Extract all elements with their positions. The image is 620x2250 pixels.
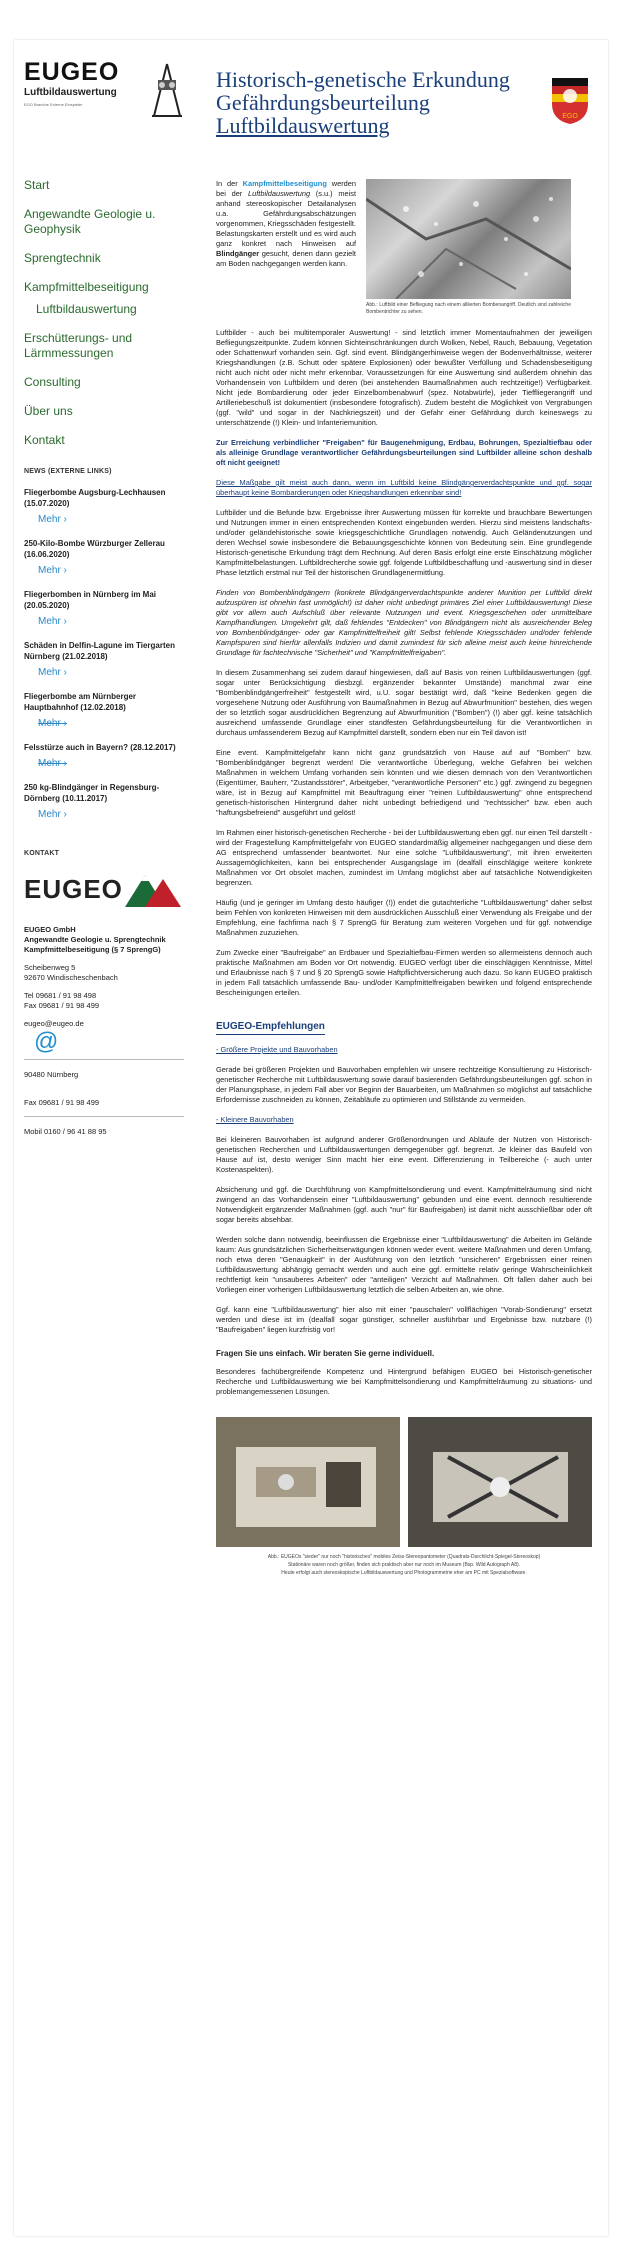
brand-logo[interactable] (24, 58, 184, 134)
contact-block (24, 869, 184, 1137)
photo-caption-line-1: Abb.: EUGEOs "sieder" nur noch "historisches" mobiles Zeiss-Stereopantometer (Quadrats-Durchlicht-Spiegel-Stereoskop) (267, 1554, 541, 1560)
nav-kontakt[interactable]: Kontakt (24, 433, 65, 447)
page-title-line-3: Luftbildauswertung (216, 113, 390, 138)
paragraph: Bei kleineren Bauvorhaben ist aufgrund anderer Größenordnungen und Abläufe der Nutzen von Historisch-genetischen Recherchen und Luftbildauswertungen demgegenüber ggf. begrenzt. Je kleiner das Baufeld von Hause auf ist, desto weniger Sinn macht hier eine event. Differenzierung in Teilbereiche (- auch unter Kostenaspekten). (216, 1135, 592, 1174)
main-nav (24, 178, 184, 448)
stereoscope-photo-2[interactable] (408, 1417, 592, 1547)
page-title (216, 68, 536, 137)
link-kampfmittelbeseitigung[interactable]: Kampfmittelbeseitigung (242, 179, 327, 188)
photo-caption (216, 1553, 592, 1577)
divider (24, 1059, 184, 1060)
aerial-photo-pattern (366, 179, 571, 299)
news-title: Schäden in Delfin-Lagune im Tiergarten Nürnberg (21.02.2018) (24, 641, 175, 661)
email-at-icon[interactable]: @ (34, 1028, 59, 1055)
news-more-link[interactable]: Mehr › (38, 809, 67, 820)
paragraph: Werden solche dann notwendig, beeinflussen die Ergebnisse einer "Luftbildauswertung" die Arbeiten im Gelände kaum: Aus grundsätzlichen Sicherheitserwägungen können weder event. weitere Maßnahmen und deren Umfang, noch etwa deren "Genauigkeit" in der Ausführung von den letztlich "unsicheren" Ergebnissen einer reinen Luftbildauswertung abhängig gemacht werden und auch eine ggf. ermittelte relativ geringe Wahrscheinlichkeit rechtfertigt kein "unsauberes Arbeiten" oder "anteiligen" Verzicht auf Maßnahmen. Oft fallen daher auch bei Vorliegen einer vorherigen Luftbildauswertung letztlich die selben Arbeiten an, wie ohne. (216, 1235, 592, 1294)
contact-tel[interactable]: Tel 09681 / 91 98 498 (24, 991, 97, 1000)
contact-email[interactable]: eugeo@eugeo.de (24, 1019, 84, 1028)
paragraph: Luftbilder - auch bei multitemporaler Auswertung! - sind letztlich immer Momentaufnahmen der jeweiligen Befliegungszeitpunkte. Zudem können Sichteinschränkungen durch Wolken, Nebel, Rauch, Bebauung, Vegetation oder Schattenwurf vorhanden sein. Ggf. sind event. Blindgängerhinweise wegen der Bodenverhältnisse, weiterer Kriegshandlungen (z.B. Schutt oder spätere Explosionen) oder bewußter Verfüllung und Schadensbeseitigung nicht auch nicht oder nicht mehr erkennbar. Voraussetzungen für eine Auswertung sind außerdem ohnehin das Vorhandensein von Luftbildern und deren (bei anstehenden Baumaßnahmen auch rechtzeitige!) Verfügbarkeit. Nicht jede Bombardierung oder jeder Einzelbombenabwurf (spez. Notabwürfe), jeder Tieffliegerangriff und Artilleriebeschuß ist dokumentiert (insbesondere fotografisch). Zudem besteht die Möglichkeit von Vergrabungen (ggf. "wild" und sogar in der Nachkriegszeit) und der Gefahr einer Gefährdung durch keineswegs zu unterschätzende (!) Klein- und Infanteriemunition. (216, 328, 592, 427)
contact-fax: Fax 09681 / 91 98 499 (24, 1001, 100, 1010)
stereoscope-photo-1[interactable] (216, 1417, 400, 1547)
paragraph: Gerade bei größeren Projekten und Bauvorhaben empfehlen wir unsere rechtzeitige Konsultierung zu Historisch-genetischer Recherche mit Luftbildauswertung sowie darauf basierenden Gefährdungsbeurteilungen ggf. schon in der Planungsphase, in jedem Fall aber vor Beginn der Bauarbeiten, um Maßnahmen so möglichst auf tatsächliche Erfordernisse zuschneiden zu können, Zeitabläufe zu optimieren und Stillstände zu vermeiden. (216, 1065, 592, 1104)
paragraph: Luftbilder und die Befunde bzw. Ergebnisse ihrer Auswertung müssen für korrekte und brauchbare Bewertungen und Nutzungen immer in einen entsprechenden Kontext eingebunden werden. Hierzu sind meistens landschafts- und/oder geländehistorische sowie kriegsgeschichtliche Grundlagen notwendig. Auch Geländenutzungen und deren Wechsel sowie insbesondere die Bebauungsgeschichte können von Bedeutung sein. Eine grundlegende Historisch-genetische Erkundung trägt dem Rechnung. Auf deren Basis erfolgt eine erste Einschätzung möglicher Kampfmittelbelastungen. Luftbildrecherche sowie ggf. folgende Luftbildbeschaffung und -auswertung sind in dieser Phase letztlich erstmal nur Teil der historischen Grundlagenermittlung. (216, 508, 592, 577)
paragraph: Absicherung und ggf. die Durchführung von Kampfmittelsondierung und event. Kampfmittelräumung sind nicht zwingend an das Vorhandensein einer "Luftbildauswertung" gebunden und eine event. dennoch resultierende Notwendigkeit ergänzender Maßnahmen (ggf. auch "nur" für Baufreigaben) ist damit nicht ausschließbar oder oft sogar bereits absehbar. (216, 1185, 592, 1224)
paragraph: In diesem Zusammenhang sei zudem darauf hingewiesen, daß auf Basis von reinen Luftbildauswertungen (ggf. sogar unter Berücksichtigung diesbzgl. ergänzender bekannter Umstände) manchmal zwar eine "Bombenblindgängerfreiheit" festgestellt wird, u.U. sogar bestätigt wird, daß "keine Bedenken gegen die vorgesehene Nutzung oder Ausführung von Baumaßnahmen in Bezug auf Abwurfmunition" bestehen, dies wegen der so letztlich sogar ausdrücklichen Begrenzung auf Abwurfmunition ("Bomben") (!) aber ggf. keine tatsächlich ausreichend umfassende Grundlage einer standfesten Gefährdungsbeurteilung für die Verantwortlichen in durchaus umfassenderem Bezug auf Kampfmittel darstellt, sondern eben nur ein Teil davon ist! (216, 668, 592, 737)
news-item (24, 589, 184, 627)
paragraph: Im Rahmen einer historisch-genetischen Recherche - bei der Luftbildauswertung eben ggf. nur einen Teil darstellt - wird der Fragestellung Kampfmittelgefahr von EUGEO standardmäßig allgemeiner nachgegangen und diese dem AG entsprechend umfassender beantwortet. Nur eine solche "Luftbildauswertung", mit ihren erweiterten Aussagemöglichkeiten, kann bei entsprechender Ausgangslage im (dealfall einschlägige weitere konkrete Maßnahmen vor Ort obsolet machen, zumindest im Umfang möglichst aber auf tatsächliche Notwendigkeiten begrenzen. (216, 828, 592, 887)
page-title-line-1: Historisch-genetische Erkundung (216, 67, 510, 92)
paragraph: Ggf. kann eine "Luftbildauswertung" hier also mit einer "pauschalen" vollflächigen "Vorab-Sondierung" ersetzt werden und diese ist im (dealfall sogar günstiger, schneller ausführbar und Ergebnisse bzw. nutzbare (!) "Baufreigaben" liegen kurzfristig vor! (216, 1305, 592, 1334)
main-content (216, 68, 592, 1577)
article-body (216, 179, 592, 1577)
nav-consulting[interactable]: Consulting (24, 375, 81, 389)
photo-caption-line-3: Heute erfolgt auch stereoskopische Luftbildauswertung und Photogrammetrie eher am PC mit Spezialsoftware. (281, 1570, 527, 1576)
news-title: 250 kg-Blindgänger in Regensburg-Dörnberg (10.11.2017) (24, 783, 160, 803)
cta-heading: Fragen Sie uns einfach. Wir beraten Sie gerne individuell. (216, 1349, 435, 1358)
brand-tagline: EGO Branche Externe Einspieler (24, 102, 83, 107)
news-heading: NEWS (EXTERNE LINKS) (24, 468, 112, 475)
paragraph: Finden von Bombenblindgängern (konkrete Blindgängerverdachtspunkte anderer Munition per Luftbild direkt aufzuspüren ist ohnehin fast unmöglich!) ist daher nicht unbedingt primäres Ziel einer Luftbildauswertung! Diese gibt vor allem auch Aufschluß über relevante Nutzungen und event. Kriegsgeschehen oder unmittelbare Kampfhandlungen. Umgekehrt gilt, daß fehlendes "Entdecken" von Blindgängern nicht als ausreichender Beleg von Bombenblindgänger- oder gar Kampfmittelfreiheit gilt! Selbst fehlende Kriegsschäden und/oder fehlende Kampfspuren sind hierfür allenfalls Indizien und damit zumindest für sich alleine meist auch keine hinreichende Grundlage für fachtechnische "Sicherheit" und "Kampfmittelfreigaben". (216, 588, 592, 657)
aerial-caption: Abb.: Luftbild einer Befliegung nach einem alliierten Bombenangriff. Deutlich sind zahlreiche Bombentrichter zu sehen. (366, 302, 571, 315)
news-title: Felsstürze auch in Bayern? (28.12.2017) (24, 743, 176, 752)
contact-city-2: 90480 Nürnberg (24, 1070, 79, 1079)
photo-row (216, 1417, 592, 1547)
stereoscope-photo-1-art (216, 1417, 400, 1547)
news-title: Fliegerbomben in Nürnberg im Mai (20.05.2020) (24, 590, 157, 610)
news-item (24, 742, 184, 769)
news-title: Fliegerbombe am Nürnberger Hauptbahnhof (12.02.2018) (24, 692, 137, 712)
page-title-line-2: Gefährdungsbeurteilung (216, 90, 430, 115)
intro-section (216, 179, 592, 316)
news-more-link[interactable]: Mehr › (38, 616, 67, 627)
paragraph: Häufig (und je geringer im Umfang desto häufiger (!)) endet die gutachterliche "Luftbildauswertung" daher selbst beim Fehlen von konkreten Hinweisen mit dem ausdrücklichen Ausschluß einer Verwendung als Freigabe und der Empfehlung, eine fachfirma nach § 7 SprengG für Beratung zum weiteren Vorgehen und für ggf. notwendige Maßnahmen zuzuziehen. (216, 898, 592, 937)
news-title: 250-Kilo-Bombe Würzburger Zellerau (16.06.2020) (24, 539, 165, 559)
paragraph: Zum Zwecke einer "Baufreigabe" an Erdbauer und Spezialtiefbau-Firmen werden so allermeistens dennoch auch praktische Maßnahmen am Boden vor Ort notwendig. EUGEO verfügt über die einschlägigen Kenntnisse, Mittel und Erlaubnisse nach § 7 und § 20 SprengG sowie Haftpflichtversicherung auch dazu. So kann EUGEO praktisch in jedem Fall tatsächlich umfassende Bau- und/oder Kampfmittelfreigaben bewirken und folgend entsprechende Bescheinigungen erteilen. (216, 948, 592, 997)
news-more-link[interactable]: Mehr › (38, 514, 67, 525)
contact-fax-2: Fax 09681 / 91 98 499 (24, 1098, 100, 1107)
news-list (24, 487, 184, 820)
news-more-link[interactable]: Mehr › (38, 758, 67, 769)
highlight-paragraph: Zur Erreichung verbindlicher "Freigaben" für Baugenehmigung, Erdbau, Bohrungen, Spezialtiefbau oder als alleinige Grundlage verantwortlicher Gefährdungsbeurteilungen sind Luftbilder alleine schon deshalb oft nicht geeignet! (216, 438, 592, 467)
contact-logo (24, 869, 184, 909)
photo-caption-line-2: Stationäre waren noch größer, finden sich praktisch aber nur noch im Museum (Bsp. Wild Autograph A8). (287, 1562, 521, 1568)
nav-geologie[interactable]: Angewandte Geologie u. Geophysik (24, 207, 156, 236)
stereoscope-photo-2-art (408, 1417, 592, 1547)
section-heading: EUGEO-Empfehlungen (216, 1022, 325, 1035)
contact-mobil[interactable]: Mobil 0160 / 96 41 88 95 (24, 1127, 107, 1136)
brand-name: EUGEO (24, 58, 120, 86)
contact-desc-1: Angewandte Geologie u. Sprengtechnik (24, 935, 166, 944)
contact-street: Scheibenweg 5 (24, 963, 76, 972)
contact-desc-2: Kampfmittelbeseitigung (§ 7 SprengG) (24, 945, 161, 954)
contact-logo-text: EUGEO (24, 874, 123, 904)
crest-icon (548, 74, 592, 126)
mountain-logo-icon (123, 869, 183, 909)
paragraph: Besonderes fachübergreifende Kompetenz und Hintergrund befähigen EUGEO bei Historisch-genetischer Recherche und Luftbildauswertung wie bei Kampfmittelsondierung und Kampfmittelräumung zu situations- und problemangemessenen Lösungen. (216, 1367, 592, 1396)
news-more-link[interactable]: Mehr › (38, 718, 67, 729)
nav-sprengtechnik[interactable]: Sprengtechnik (24, 251, 101, 265)
news-item (24, 538, 184, 576)
news-item (24, 691, 184, 729)
brand-subtitle: Luftbildauswertung (24, 87, 117, 98)
contact-city: 92670 Windischeschenbach (24, 973, 118, 982)
nav-erschuetterung[interactable]: Erschütterungs- und Lärmmessungen (24, 331, 133, 360)
nav-ueber-uns[interactable]: Über uns (24, 404, 73, 418)
news-title: Fliegerbombe Augsburg-Lechhausen (15.07.2020) (24, 488, 166, 508)
divider (24, 1116, 184, 1117)
aerial-figure (366, 179, 571, 316)
news-more-link[interactable]: Mehr › (38, 667, 67, 678)
nav-kampfmittelbeseitigung[interactable]: Kampfmittelbeseitigung (24, 280, 149, 294)
nav-luftbildauswertung[interactable]: Luftbildauswertung (36, 302, 137, 316)
subheading: - Kleinere Bauvorhaben (216, 1115, 294, 1124)
news-item (24, 487, 184, 525)
stereoscope-icon (150, 60, 184, 120)
news-more-link[interactable]: Mehr › (38, 565, 67, 576)
nav-start[interactable]: Start (24, 178, 50, 192)
paragraph: Eine event. Kampfmittelgefahr kann nicht ganz grundsätzlich von Hause auf auf "Bomben" bzw. "Bombenblindgänger begrenzt werden! Die verantwortliche Überlegung, welche Gefahren bei welchen Maßnahmen in welchem Umfang vorhanden sein könnten und wie diesen demnach von den Verantwortlichen (Eigentümer, Bauherr, "Zustandsstörer", Arbeitgeber, "verantwortliche Personen" etc.) ggf. zwingend zu begegnen wäre, ist in Bezug auf Kampfmittel mit Beauftragung einer "reinen Luftbildauswertung" ohne entsprechend genetisch-historischen Hintergrund daher nicht unbedingt befriedigend und "rechtssicher" bzw. eben auch "haftungsbefreiend" ausgeführt und gelöst! (216, 748, 592, 817)
contact-heading: KONTAKT (24, 850, 60, 857)
crest-text: EGO (562, 113, 578, 120)
contact-company: EUGEO GmbH (24, 925, 76, 934)
news-item (24, 782, 184, 820)
subheading: - Größere Projekte und Bauvorhaben (216, 1045, 338, 1054)
news-item (24, 640, 184, 678)
intro-text: In der Kampfmittelbeseitigung werden bei der Luftbildauswertung (s.u.) meist anhand stereoskopischer Detailanalysen u.a. Gefährdungsabschätzungen vorgenommen, Kriegsschäden festgestellt. Belastungskarten erstellt und es wird auch ganz konkret nach Hinweisen auf Blindgänger gesucht, denen dann gezielt am Boden nachgegangen werden kann. (216, 179, 357, 268)
highlight-paragraph: Diese Maßgabe gilt meist auch dann, wenn im Luftbild keine Blindgängerverdachtspunkte und ggf. sogar überhaupt keine Bombardierungen oder Kriegshandlungen erkennbar sind! (216, 478, 592, 497)
sidebar (24, 58, 184, 1145)
aerial-photo[interactable] (366, 179, 571, 299)
